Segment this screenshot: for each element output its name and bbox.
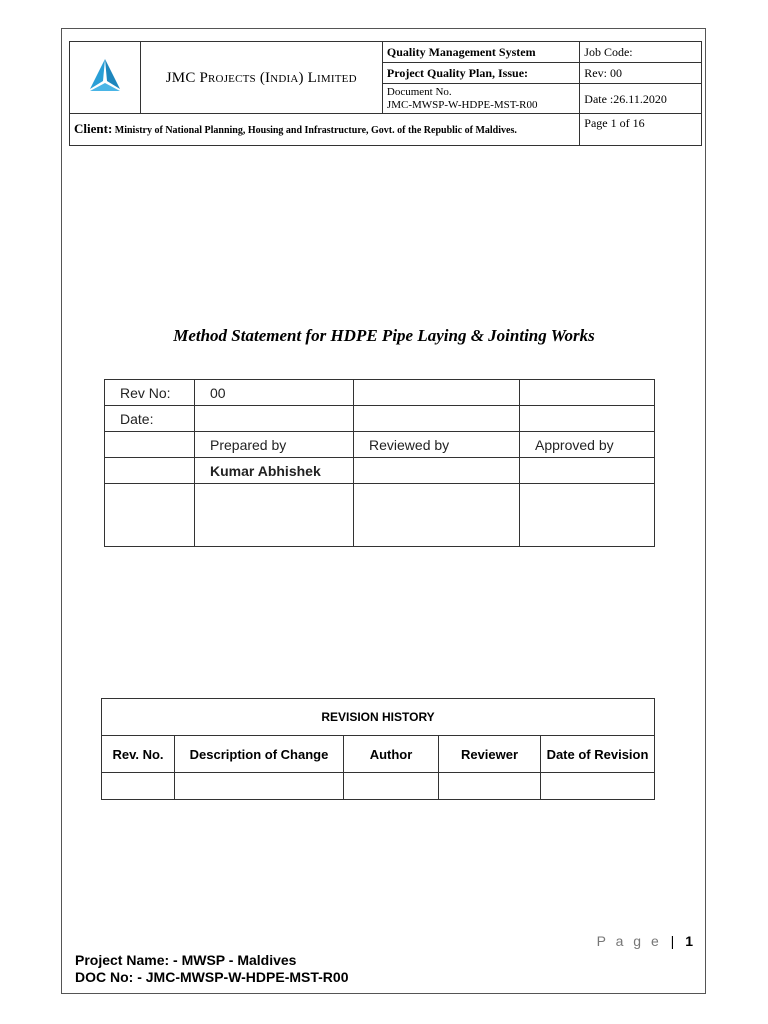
client-label: Client: <box>74 120 113 136</box>
col-description: Description of Change <box>175 736 344 773</box>
revision-history-title: REVISION HISTORY <box>102 699 655 736</box>
page-number-value: 1 <box>685 933 693 949</box>
footer-project-name: Project Name: - MWSP - Maldives <box>75 952 297 968</box>
cell-empty <box>354 406 520 432</box>
client <box>70 114 580 146</box>
page-separator: | <box>670 933 675 949</box>
cell-empty <box>520 458 655 484</box>
approval-table <box>104 379 655 547</box>
cell-empty <box>105 458 195 484</box>
cell-empty <box>195 406 354 432</box>
signature-cell <box>105 484 195 547</box>
revision-history-table <box>101 698 655 800</box>
revision: Rev: 00 <box>580 63 702 84</box>
page-label: P a g e <box>596 933 662 949</box>
table-cell <box>541 773 655 800</box>
signature-cell <box>195 484 354 547</box>
reviewed-by-label: Reviewed by <box>354 432 520 458</box>
preparer-name: Kumar Abhishek <box>195 458 354 484</box>
col-rev-no: Rev. No. <box>102 736 175 773</box>
document-title: Method Statement for HDPE Pipe Laying & Jointing Works <box>173 326 595 345</box>
client-text: Ministry of National Planning, Housing and Infrastructure, Govt. of the Republic of Maldives. <box>114 124 517 136</box>
company-logo <box>70 42 141 114</box>
doc-no-value: JMC-MWSP-W-HDPE-MST-R00 <box>386 98 538 111</box>
page-number <box>597 933 693 949</box>
pqp-label: Project Quality Plan, Issue: <box>382 63 579 84</box>
prepared-by-label: Prepared by <box>195 432 354 458</box>
footer <box>75 952 348 986</box>
date-label: Date: <box>105 406 195 432</box>
rev-no-label: Rev No: <box>105 380 195 406</box>
cell-empty <box>354 458 520 484</box>
signature-cell <box>354 484 520 547</box>
cell-empty <box>354 380 520 406</box>
col-date-of-revision: Date of Revision <box>541 736 655 773</box>
table-cell <box>344 773 439 800</box>
company-name: JMC Projects (India) Limited <box>140 42 382 114</box>
table-cell <box>175 773 344 800</box>
document-number <box>382 84 579 114</box>
table-cell <box>102 773 175 800</box>
cell-empty <box>520 380 655 406</box>
doc-no-label: Document No. <box>386 85 452 98</box>
cell-empty <box>520 406 655 432</box>
approved-by-label: Approved by <box>520 432 655 458</box>
col-reviewer: Reviewer <box>439 736 541 773</box>
cell-empty <box>105 432 195 458</box>
page-of: Page 1 of 16 <box>580 114 702 146</box>
jmc-logo-icon <box>85 57 125 95</box>
col-author: Author <box>344 736 439 773</box>
document-header <box>69 41 702 146</box>
signature-cell <box>520 484 655 547</box>
table-cell <box>439 773 541 800</box>
job-code: Job Code: <box>580 42 702 63</box>
issue-date: Date :26.11.2020 <box>580 84 702 114</box>
rev-no-value: 00 <box>195 380 354 406</box>
qms-label: Quality Management System <box>382 42 579 63</box>
footer-doc-no: DOC No: - JMC-MWSP-W-HDPE-MST-R00 <box>75 969 349 985</box>
